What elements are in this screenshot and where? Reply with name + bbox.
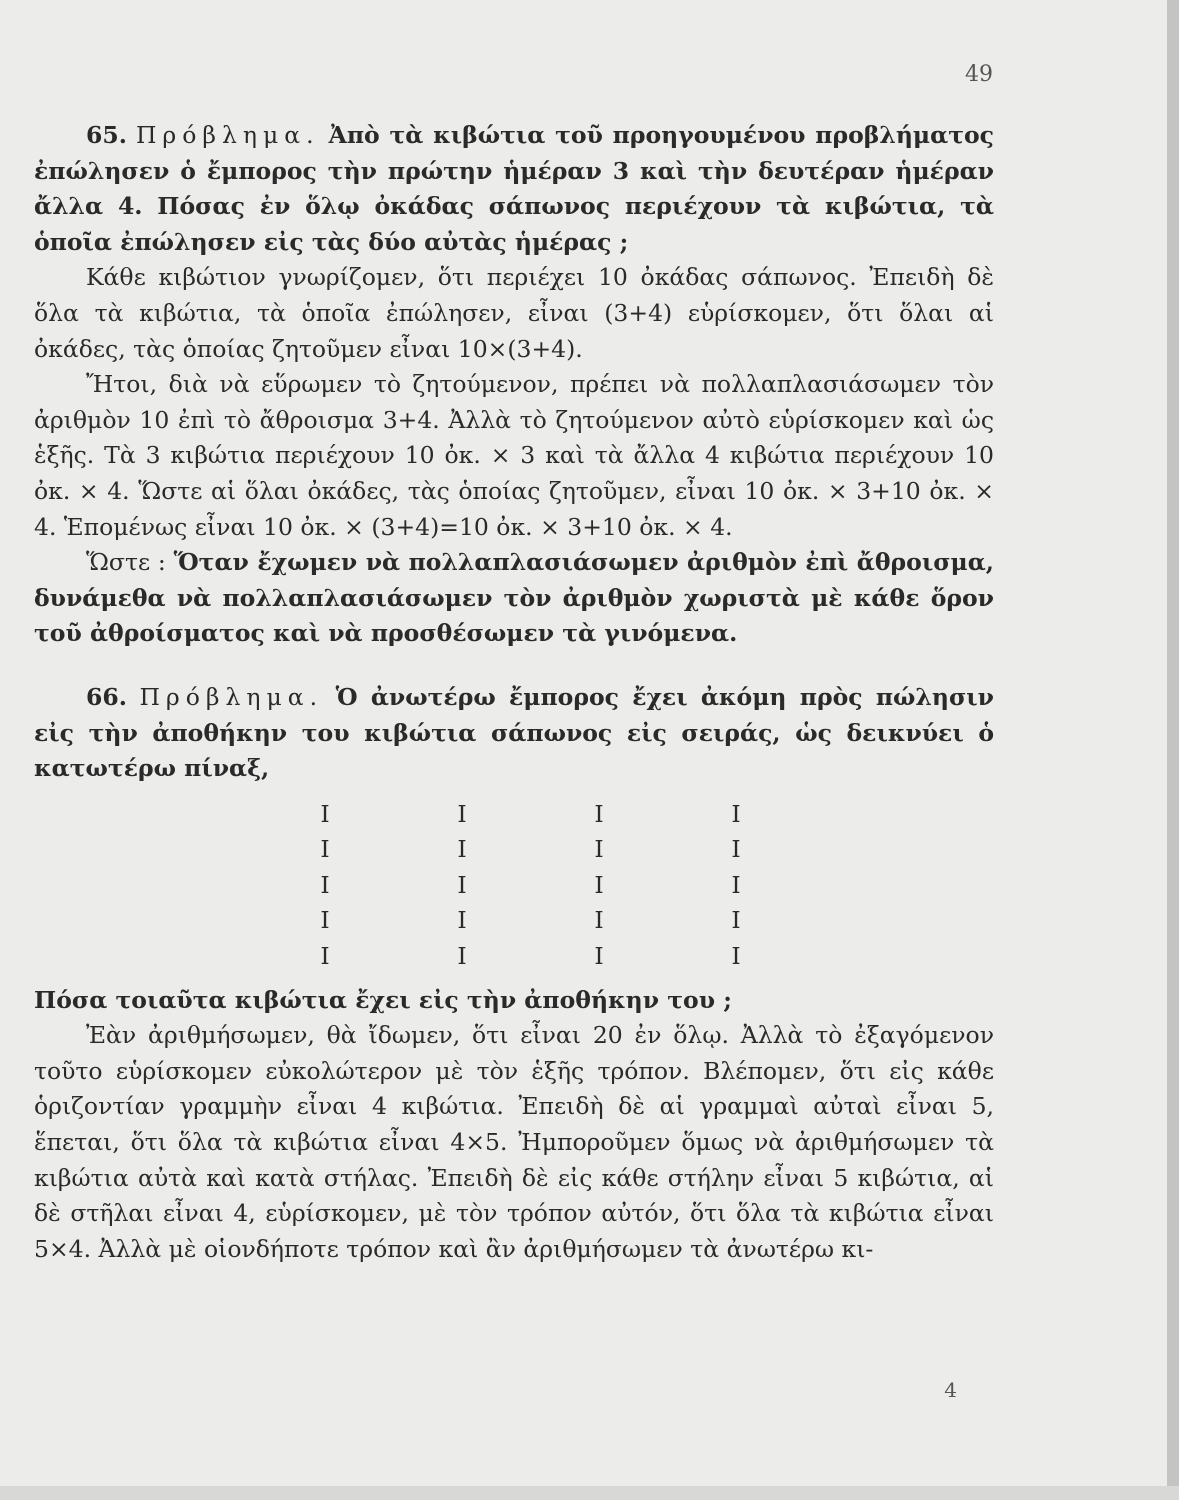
crate-mark: I (731, 835, 741, 864)
crate-mark: I (320, 906, 330, 935)
crate-mark: I (320, 870, 330, 899)
problem-65-statement (34, 118, 994, 260)
problem-65-heading: Πρόβλημα. (135, 121, 320, 149)
signature-mark: 4 (944, 1378, 957, 1402)
problem-65-paragraph-2: Ἤτοι, διὰ νὰ εὕρωμεν τὸ ζητούμενον, πρέπει νὰ πολλαπλασιάσωμεν τὸν ἀριθμὸν 10 ἐπὶ τὸ ἄθροισμα 3+4. Ἀλλὰ τὸ ζητούμενον αὐτὸ εὑρίσκομεν καὶ ὡς ἑξῆς. Τὰ 3 κιβώτια περιέχουν 10 ὀκ. × 3 καὶ τὰ ἄλλα 4 κιβώτια περιέχουν 10 ὀκ. × 4. Ὥστε αἱ ὅλαι ὀκάδες, τὰς ὁποίας ζητοῦμεν, εἶναι 10 ὀκ. × 3+10 ὀκ. × 4. Ἑπομένως εἶναι 10 ὀκ. × (3+4)=10 ὀκ. × 3+10 ὀκ. × 4. (34, 370, 994, 541)
crates-grid (310, 797, 994, 975)
crate-mark: I (320, 835, 330, 864)
problem-65-text: Ἀπὸ τὰ κιβώτια τοῦ προηγουμένου προβλήματος ἐπώλησεν ὁ ἔμπορος τὴν πρώτην ἡμέραν 3 καὶ τὴν δευτέραν ἡμέραν ἄλλα 4. Πόσας ἐν ὅλῳ ὀκάδας σάπωνος περιέχουν τὰ κιβώτια, τὰ ὁποῖα ἐπώλησεν εἰς τὰς δύο αὐτὰς ἡμέρας ; (34, 121, 994, 256)
crate-mark: I (731, 942, 741, 971)
problem-66-heading: Πρόβλημα. (139, 682, 324, 711)
problem-66-question: Πόσα τοιαῦτα κιβώτια ἔχει εἰς τὴν ἀποθήκην του ; (34, 985, 732, 1014)
crate-mark: I (594, 835, 604, 864)
problem-66-statement (34, 680, 994, 787)
problem-66-solution: Ἐὰν ἀριθμήσωμεν, θὰ ἴδωμεν, ὅτι εἶναι 20 ἐν ὅλῳ. Ἀλλὰ τὸ ἐξαγόμενον τοῦτο εὑρίσκομεν εὐκολώτερον μὲ τὸν ἑξῆς τρόπον. Βλέπομεν, ὅτι εἰς κάθε ὁριζοντίαν γραμμὴν εἶναι 4 κιβώτια. Ἐπειδὴ δὲ αἱ γραμμαὶ αὐταὶ εἶναι 5, ἕπεται, ὅτι ὅλα τὰ κιβώτια εἶναι 4×5. Ἠμποροῦμεν ὅμως νὰ ἀριθμήσωμεν τὰ κιβώτια αὐτὰ καὶ κατὰ στήλας. Ἐπειδὴ δὲ εἰς κάθε στήλην εἶναι 5 κιβώτια, αἱ δὲ στῆλαι εἶναι 4, εὑρίσκομεν, μὲ τὸν τρόπον αὐτόν, ὅτι ὅλα τὰ κιβώτια εἶναι 5×4. Ἀλλὰ μὲ οἱονδήποτε τρόπον καὶ ἂν ἀριθμήσωμεν τὰ ἀνωτέρω κι- (34, 1021, 994, 1263)
crate-mark: I (731, 906, 741, 935)
problem-65-rule (34, 545, 994, 652)
rule-text: Ὅταν ἔχωμεν νὰ πολλαπλασιάσωμεν ἀριθμὸν ἐπὶ ἄθροισμα, δυνάμεθα νὰ πολλαπλασιάσωμεν τὸν ἀριθμὸν χωριστὰ μὲ κάθε ὅρον τοῦ ἀθροίσματος καὶ νὰ προσθέσωμεν τὰ γινόμενα. (34, 548, 994, 648)
crate-mark: I (320, 799, 330, 828)
section-gap (34, 652, 994, 680)
page-bottom-edge (0, 1486, 1179, 1500)
crate-mark: I (731, 870, 741, 899)
problem-65-number: 65. (86, 121, 127, 149)
crate-mark: I (731, 799, 741, 828)
crate-mark: I (457, 870, 467, 899)
problem-66-number: 66. (86, 682, 127, 711)
crate-mark: I (457, 799, 467, 828)
problem-66-text: Ὁ ἀνωτέρω ἔμπορος ἔχει ἀκόμη πρὸς πώλησιν εἰς τὴν ἀποθήκην του κιβώτια σάπωνος εἰς σειράς, ὡς δεικνύει ὁ κατωτέρω πίναξ, (34, 682, 994, 783)
crate-mark: I (594, 942, 604, 971)
crate-mark: I (320, 942, 330, 971)
crate-mark: I (457, 906, 467, 935)
problem-65-paragraph-1: Κάθε κιβώτιον γνωρίζομεν, ὅτι περιέχει 10 ὀκάδας σάπωνος. Ἐπειδὴ δὲ ὅλα τὰ κιβώτια, τὰ ὁποῖα ἐπώλησεν, εἶναι (3+4) εὑρίσκομεν, ὅτι ὅλαι αἱ ὀκάδες, τὰς ὁποίας ζητοῦμεν εἶναι 10×(3+4). (34, 263, 994, 363)
crate-mark: I (594, 799, 604, 828)
page-edge-shadow (1167, 0, 1179, 1500)
crate-mark: I (457, 942, 467, 971)
rule-lead: Ὥστε : (86, 548, 166, 577)
crate-mark: I (594, 870, 604, 899)
page-body (34, 118, 994, 1267)
crate-mark: I (457, 835, 467, 864)
page-number: 49 (965, 62, 993, 87)
crate-mark: I (594, 906, 604, 935)
